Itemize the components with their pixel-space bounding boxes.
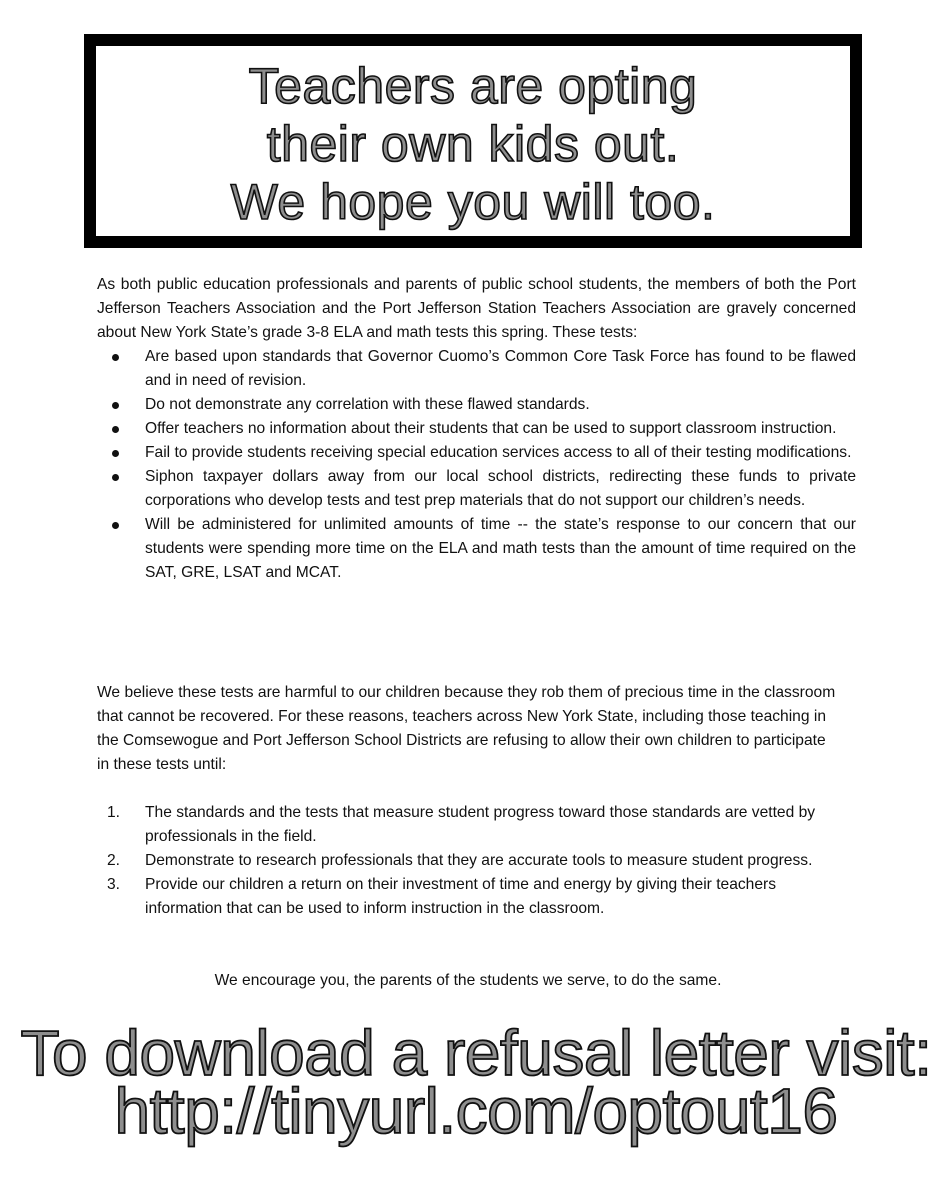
condition-text: Demonstrate to research professionals that they are accurate tools to measure student progress. (145, 852, 813, 869)
condition-number: 3. (107, 876, 121, 893)
condition-item (97, 873, 856, 921)
concern-item (97, 345, 856, 393)
concern-item (97, 465, 856, 513)
bullet-icon (112, 354, 119, 361)
concern-item (97, 441, 856, 465)
concern-item (97, 513, 856, 585)
concern-text: Siphon taxpayer dollars away from our local school districts, redirecting these funds to private corporations who develop tests and test prep materials that do not support our children’s needs. (145, 468, 856, 509)
headline-line-3: We hope you will too. (230, 174, 716, 230)
belief-paragraph: We believe these tests are harmful to our children because they rob them of precious time in the classroom that cannot be recovered. For these reasons, teachers across New York State, including those teaching in the Comsewogue and Port Jefferson School Districts are refusing to allow their own children to participate in these tests until: (97, 684, 836, 773)
concern-text: Offer teachers no information about their students that can be used to support classroom instruction. (145, 420, 837, 437)
bullet-icon (112, 426, 119, 433)
concern-text: Do not demonstrate any correlation with these flawed standards. (145, 396, 590, 413)
closing-statement: We encourage you, the parents of the students we serve, to do the same. (214, 972, 722, 989)
footer-url-link[interactable]: http://tinyurl.com/optout16 (114, 1075, 838, 1147)
concern-text: Will be administered for unlimited amounts of time -- the state’s response to our concern that our students were spending more time on the ELA and math tests than the amount of time required on the SAT, GRE, LSAT and MCAT. (145, 516, 856, 581)
intro-paragraph: As both public education professionals and parents of public school students, the members of both the Port Jefferson Teachers Association and the Port Jefferson Station Teachers Association are gravely concerned about New York State’s grade 3-8 ELA and math tests this spring. These tests: (97, 276, 856, 341)
bullet-icon (112, 450, 119, 457)
concern-text: Are based upon standards that Governor Cuomo’s Common Core Task Force has found to be flawed and in need of revision. (145, 348, 856, 389)
conditions-list (97, 801, 856, 921)
bullet-icon (112, 402, 119, 409)
headline-box (84, 34, 862, 248)
concerns-list (97, 345, 856, 585)
condition-item (97, 849, 856, 873)
condition-item (97, 801, 856, 849)
headline-line-1: Teachers are opting (248, 58, 698, 114)
headline-line-2: their own kids out. (266, 116, 680, 172)
concern-text: Fail to provide students receiving special education services access to all of their testing modifications. (145, 444, 852, 461)
footer-call-to-action: To download a refusal letter visit: (20, 1017, 932, 1089)
concern-item (97, 393, 856, 417)
condition-number: 2. (107, 852, 121, 869)
condition-text: Provide our children a return on their investment of time and energy by giving their teachers information that can be used to inform instruction in the classroom. (145, 876, 777, 917)
bullet-icon (112, 522, 119, 529)
bullet-icon (112, 474, 119, 481)
concern-item (97, 417, 856, 441)
condition-number: 1. (107, 804, 121, 821)
condition-text: The standards and the tests that measure student progress toward those standards are vetted by professionals in the field. (145, 804, 816, 845)
